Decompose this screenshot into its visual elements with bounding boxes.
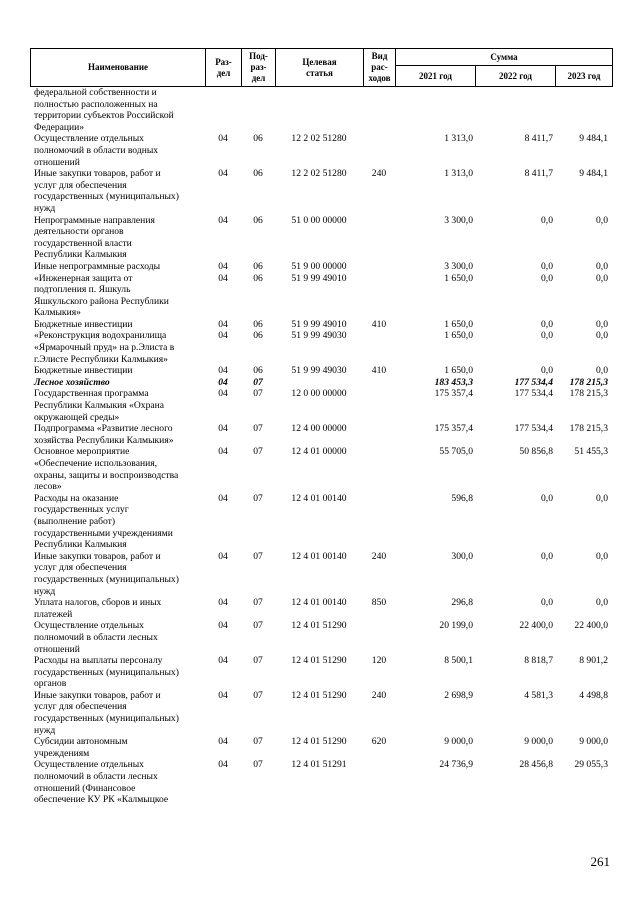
row-expense-type <box>363 388 395 423</box>
row-name <box>30 655 205 690</box>
row-name-line: «Реконструкция водохранилища <box>34 330 167 342</box>
row-sum-2022: 22 400,0 <box>519 620 553 632</box>
row-sum-2021: 175 357,4 <box>434 388 473 400</box>
row-name-line: федеральной собственности и <box>34 87 157 98</box>
header-razdel: Раз- дел <box>206 49 242 87</box>
table-header <box>30 48 613 87</box>
row-sum-2021: 1 650,0 <box>444 365 473 377</box>
table-row <box>30 319 612 331</box>
row-podrazdel: 07 <box>253 492 263 504</box>
row-sum-2022: 8 818,7 <box>524 655 553 667</box>
row-name-line: Субсидии автономным <box>34 736 128 748</box>
row-razdel: 04 <box>218 214 228 226</box>
row-name-line: отношений <box>34 643 80 655</box>
row-name-line: Уплата налогов, сборов и иных <box>34 597 162 609</box>
table-row <box>30 597 612 620</box>
row-razdel: 04 <box>218 597 228 609</box>
row-sum-2023: 22 400,0 <box>574 620 608 632</box>
row-name-line: отношений (Финансовое <box>34 782 136 794</box>
row-podrazdel: 07 <box>253 423 263 435</box>
row-podrazdel: 07 <box>253 446 263 458</box>
row-name-line: Осуществление отдельных <box>34 620 144 632</box>
row-sum-2022: 0,0 <box>541 365 553 377</box>
row-podrazdel: 07 <box>253 388 263 400</box>
row-expense-type: 240 <box>371 689 387 701</box>
table-row <box>30 423 612 446</box>
row-podrazdel: 06 <box>253 330 263 342</box>
table-row <box>30 493 612 551</box>
row-name <box>30 133 205 168</box>
row-target-article <box>275 377 363 389</box>
row-sum-2023: 178 215,3 <box>569 388 608 400</box>
row-sum-2021: 175 357,4 <box>434 423 473 435</box>
row-sum-2021: 1 650,0 <box>444 330 473 342</box>
row-sum-2022: 0,0 <box>541 550 553 562</box>
row-name-line: территории субъектов Российской <box>34 110 174 122</box>
row-target-article: 51 9 00 00000 <box>291 260 347 272</box>
row-razdel: 04 <box>218 492 228 504</box>
row-target-article: 12 4 01 51291 <box>291 759 347 771</box>
row-name-line: Расходы на выплаты персоналу <box>34 655 163 667</box>
row-name-line: полномочий в области лесных <box>34 771 158 783</box>
row-name-line: государственных услуг <box>34 504 129 516</box>
row-target-article: 12 2 02 51280 <box>291 133 347 145</box>
row-name-line: окружающей среды» <box>34 411 120 423</box>
row-sum-2021: 296,8 <box>451 597 473 609</box>
row-sum-2023: 8 901,2 <box>579 655 608 667</box>
row-razdel: 04 <box>218 689 228 701</box>
row-target-article: 12 4 00 00000 <box>291 423 347 435</box>
row-name <box>30 759 205 805</box>
row-name <box>30 168 205 214</box>
row-target-article: 12 4 01 51290 <box>291 736 347 748</box>
header-target-article: Целевая статья <box>276 49 364 87</box>
row-sum-2021: 1 650,0 <box>444 272 473 284</box>
row-sum-2021 <box>395 87 475 133</box>
header-year-2023: 2023 год <box>556 66 613 87</box>
row-sum-2021: 55 705,0 <box>439 446 473 458</box>
row-podrazdel: 07 <box>253 376 263 388</box>
header-expense-type: Вид рас- ходов <box>364 49 396 87</box>
row-sum-2021: 8 500,1 <box>444 655 473 667</box>
row-sum-2023 <box>555 87 612 133</box>
row-sum-2023: 4 498,8 <box>579 689 608 701</box>
table-row <box>30 759 612 805</box>
row-name-line: услуг для обеспечения <box>34 179 127 191</box>
header-year-2021: 2021 год <box>396 66 476 87</box>
row-podrazdel: 06 <box>253 214 263 226</box>
row-name-line: Калмыкия» <box>34 307 81 319</box>
row-expense-type <box>363 87 395 133</box>
row-expense-type <box>363 759 395 805</box>
row-name-line: Непрограммные направления <box>34 214 155 226</box>
table-row <box>30 133 612 168</box>
table-row <box>30 620 612 655</box>
row-name-line: Основное мероприятие <box>34 446 130 458</box>
row-name <box>30 377 205 389</box>
row-sum-2023: 0,0 <box>596 214 608 226</box>
row-sum-2023: 0,0 <box>596 330 608 342</box>
budget-table-body <box>30 87 612 806</box>
row-name <box>30 87 205 133</box>
row-target-article: 51 9 99 49010 <box>291 272 347 284</box>
table-row <box>30 261 612 273</box>
row-expense-type: 240 <box>371 550 387 562</box>
row-sum-2021: 1 650,0 <box>444 318 473 330</box>
row-podrazdel: 07 <box>253 597 263 609</box>
row-name-line: отношений <box>34 156 80 168</box>
row-podrazdel: 06 <box>253 272 263 284</box>
row-expense-type <box>363 133 395 168</box>
table-row <box>30 736 612 759</box>
row-target-article: 12 0 00 00000 <box>291 388 347 400</box>
row-sum-2022: 0,0 <box>541 492 553 504</box>
row-expense-type <box>363 377 395 389</box>
row-podrazdel: 06 <box>253 318 263 330</box>
row-name <box>30 493 205 551</box>
row-podrazdel: 06 <box>253 133 263 145</box>
row-name-line: «Ярмарочный пруд» на р.Элиста в <box>34 342 175 354</box>
row-expense-type <box>363 620 395 655</box>
table-row <box>30 87 612 133</box>
row-name-line: Республики Калмыкия <box>34 539 127 551</box>
row-name-line: Бюджетные инвестиции <box>34 318 133 330</box>
row-sum-2021: 596,8 <box>451 492 473 504</box>
row-name <box>30 597 205 620</box>
row-sum-2021: 1 313,0 <box>444 168 473 180</box>
row-sum-2023: 0,0 <box>596 260 608 272</box>
row-podrazdel: 07 <box>253 655 263 667</box>
row-name-line: Осуществление отдельных <box>34 759 144 771</box>
table-row <box>30 273 612 319</box>
row-sum-2022: 0,0 <box>541 260 553 272</box>
row-name-line: подтопления п. Яшкуль <box>34 284 131 296</box>
row-expense-type <box>363 261 395 273</box>
row-podrazdel: 07 <box>253 759 263 771</box>
row-razdel: 04 <box>218 388 228 400</box>
row-sum-2023: 0,0 <box>596 365 608 377</box>
row-target-article: 51 9 99 49030 <box>291 330 347 342</box>
row-expense-type: 620 <box>371 736 387 748</box>
row-sum-2021: 20 199,0 <box>439 620 473 632</box>
row-razdel: 04 <box>218 655 228 667</box>
row-name-line: «Обеспечение использования, <box>34 458 158 469</box>
row-sum-2022: 177 534,4 <box>514 423 553 435</box>
table-row <box>30 215 612 261</box>
row-name <box>30 690 205 736</box>
row-name-line: хозяйства Республики Калмыкия» <box>34 434 174 446</box>
row-target-article: 12 4 01 51290 <box>291 655 347 667</box>
row-name <box>30 551 205 597</box>
row-razdel: 04 <box>218 423 228 435</box>
row-target-article: 12 4 01 51290 <box>291 689 347 701</box>
row-razdel: 04 <box>218 376 228 388</box>
row-sum-2022: 8 411,7 <box>524 168 553 180</box>
row-name-line: государственных (муниципальных) <box>34 191 179 203</box>
row-name-line: Расходы на оказание <box>34 492 119 504</box>
table-row <box>30 690 612 736</box>
row-name <box>30 365 205 377</box>
row-sum-2021: 300,0 <box>451 550 473 562</box>
row-sum-2021: 3 300,0 <box>444 260 473 272</box>
row-podrazdel: 07 <box>253 689 263 701</box>
row-name-line: услуг для обеспечения <box>34 562 127 574</box>
row-name-line: Иные закупки товаров, работ и <box>34 689 161 701</box>
row-podrazdel: 07 <box>253 620 263 632</box>
row-name-line: государственных (муниципальных) <box>34 666 179 678</box>
row-podrazdel: 06 <box>253 365 263 377</box>
row-name <box>30 273 205 319</box>
row-name-line: нужд <box>34 202 56 214</box>
row-name-line: Иные непрограммные расходы <box>34 260 161 272</box>
row-name-line: Иные закупки товаров, работ и <box>34 168 161 180</box>
row-expense-type: 240 <box>371 168 387 180</box>
row-name-line: Подпрограмма «Развитие лесного <box>34 423 173 435</box>
row-sum-2021: 24 736,9 <box>439 759 473 771</box>
row-target-article: 51 9 99 49010 <box>291 318 347 330</box>
row-podrazdel: 06 <box>253 168 263 180</box>
row-expense-type <box>363 423 395 446</box>
row-expense-type <box>363 446 395 492</box>
row-name-line: Яшкульского района Республики <box>34 295 169 307</box>
table-row <box>30 655 612 690</box>
row-sum-2022: 177 534,4 <box>514 376 553 388</box>
row-target-article: 12 2 02 51280 <box>291 168 347 180</box>
row-name <box>30 261 205 273</box>
row-name-line: Лесное хозяйство <box>34 376 110 388</box>
row-razdel: 04 <box>218 133 228 145</box>
row-name-line: полномочий в области водных <box>34 144 159 156</box>
row-sum-2021: 1 313,0 <box>444 133 473 145</box>
row-sum-2022 <box>475 87 555 133</box>
row-razdel <box>205 87 241 133</box>
row-name-line: «Инженерная защита от <box>34 272 133 284</box>
row-sum-2023: 29 055,3 <box>574 759 608 771</box>
row-name-line: полностью расположенных на <box>34 98 158 110</box>
row-razdel: 04 <box>218 550 228 562</box>
row-sum-2021: 2 698,9 <box>444 689 473 701</box>
row-name-line: государственных (муниципальных) <box>34 713 179 725</box>
row-sum-2022: 177 534,4 <box>514 388 553 400</box>
row-podrazdel: 06 <box>253 260 263 272</box>
table-row <box>30 377 612 389</box>
row-sum-2022: 9 000,0 <box>524 736 553 748</box>
row-sum-2023: 0,0 <box>596 492 608 504</box>
row-name-line: деятельности органов <box>34 226 124 238</box>
row-name-line: Иные закупки товаров, работ и <box>34 550 161 562</box>
row-sum-2023: 9 000,0 <box>579 736 608 748</box>
row-target-article: 12 4 01 51290 <box>291 620 347 632</box>
row-name-line: обеспечение КУ РК «Калмыцкое <box>34 794 169 806</box>
row-name-line: г.Элисте Республики Калмыкия» <box>34 353 168 365</box>
row-sum-2022: 0,0 <box>541 272 553 284</box>
row-target-article: 51 9 99 49030 <box>291 365 347 377</box>
row-target-article: 12 4 01 00140 <box>291 492 347 504</box>
row-razdel: 04 <box>218 759 228 771</box>
row-name-line: учреждениям <box>34 747 90 759</box>
row-expense-type: 120 <box>371 655 387 667</box>
row-podrazdel: 07 <box>253 550 263 562</box>
row-name-line: платежей <box>34 608 73 620</box>
row-podrazdel: 07 <box>253 736 263 748</box>
table-row <box>30 388 612 423</box>
row-name-line: услуг для обеспечения <box>34 701 127 713</box>
row-sum-2023: 51 455,3 <box>574 446 608 458</box>
row-name-line: Республики Калмыкия «Охрана <box>34 400 165 412</box>
row-razdel: 04 <box>218 365 228 377</box>
row-sum-2022: 0,0 <box>541 214 553 226</box>
row-name-line: нужд <box>34 724 56 736</box>
row-name <box>30 446 205 492</box>
row-name-line: Государственная программа <box>34 388 149 400</box>
row-target-article <box>275 87 363 133</box>
row-name <box>30 319 205 331</box>
row-razdel: 04 <box>218 260 228 272</box>
table-row <box>30 446 612 492</box>
table-row <box>30 330 612 365</box>
row-sum-2023: 0,0 <box>596 597 608 609</box>
row-razdel: 04 <box>218 620 228 632</box>
row-sum-2022: 8 411,7 <box>524 133 553 145</box>
row-name-line: Осуществление отдельных <box>34 133 144 145</box>
row-name <box>30 736 205 759</box>
row-sum-2022: 4 581,3 <box>524 689 553 701</box>
row-name-line: органов <box>34 678 67 690</box>
row-razdel: 04 <box>218 736 228 748</box>
row-name-line: государственных (муниципальных) <box>34 573 179 585</box>
page-number: 261 <box>590 854 610 869</box>
row-podrazdel <box>241 87 275 133</box>
row-razdel: 04 <box>218 318 228 330</box>
table-row <box>30 168 612 214</box>
row-sum-2021: 9 000,0 <box>444 736 473 748</box>
row-name-line: нужд <box>34 585 56 597</box>
row-sum-2023: 0,0 <box>596 550 608 562</box>
table-row <box>30 551 612 597</box>
row-expense-type: 410 <box>371 318 387 330</box>
row-sum-2022: 50 856,8 <box>519 446 553 458</box>
row-name-line: Бюджетные инвестиции <box>34 365 133 377</box>
row-sum-2021: 183 453,3 <box>434 376 473 388</box>
row-name-line: (выполнение работ) <box>34 515 116 527</box>
row-target-article: 12 4 01 00140 <box>291 597 347 609</box>
row-razdel: 04 <box>218 446 228 458</box>
row-expense-type: 850 <box>371 597 387 609</box>
row-name <box>30 620 205 655</box>
row-expense-type: 410 <box>371 365 387 377</box>
header-name: Наименование <box>31 49 206 87</box>
row-name <box>30 330 205 365</box>
row-name-line: государственными учреждениями <box>34 527 173 539</box>
row-name <box>30 388 205 423</box>
row-sum-2023: 0,0 <box>596 318 608 330</box>
row-razdel: 04 <box>218 330 228 342</box>
row-sum-2023: 0,0 <box>596 272 608 284</box>
row-target-article: 12 4 01 00000 <box>291 446 347 458</box>
row-razdel: 04 <box>218 272 228 284</box>
row-target-article: 12 4 01 00140 <box>291 550 347 562</box>
row-name <box>30 423 205 446</box>
row-sum-2023: 178 215,3 <box>569 376 608 388</box>
row-name-line: полномочий в области лесных <box>34 631 158 643</box>
row-target-article: 51 0 00 00000 <box>291 214 347 226</box>
row-sum-2022: 0,0 <box>541 330 553 342</box>
row-name-line: охраны, защиты и воспроизводства <box>34 469 179 481</box>
row-name-line: Федерации» <box>34 121 85 133</box>
row-sum-2022: 0,0 <box>541 597 553 609</box>
row-sum-2021: 3 300,0 <box>444 214 473 226</box>
row-sum-2023: 178 215,3 <box>569 423 608 435</box>
row-name-line: государственной власти <box>34 237 132 249</box>
row-razdel: 04 <box>218 168 228 180</box>
row-expense-type <box>363 215 395 261</box>
row-name-line: лесов» <box>34 481 62 493</box>
row-sum-2022: 0,0 <box>541 318 553 330</box>
row-sum-2023: 9 484,1 <box>579 168 608 180</box>
row-sum-2023: 9 484,1 <box>579 133 608 145</box>
header-sum: Сумма <box>396 49 613 66</box>
row-name <box>30 215 205 261</box>
row-expense-type <box>363 273 395 319</box>
row-expense-type <box>363 493 395 551</box>
header-year-2022: 2022 год <box>476 66 556 87</box>
table-row <box>30 365 612 377</box>
row-sum-2022: 28 456,8 <box>519 759 553 771</box>
header-podrazdel: Под- раз- дел <box>242 49 276 87</box>
row-name-line: Республики Калмыкия <box>34 249 127 261</box>
row-expense-type <box>363 330 395 365</box>
